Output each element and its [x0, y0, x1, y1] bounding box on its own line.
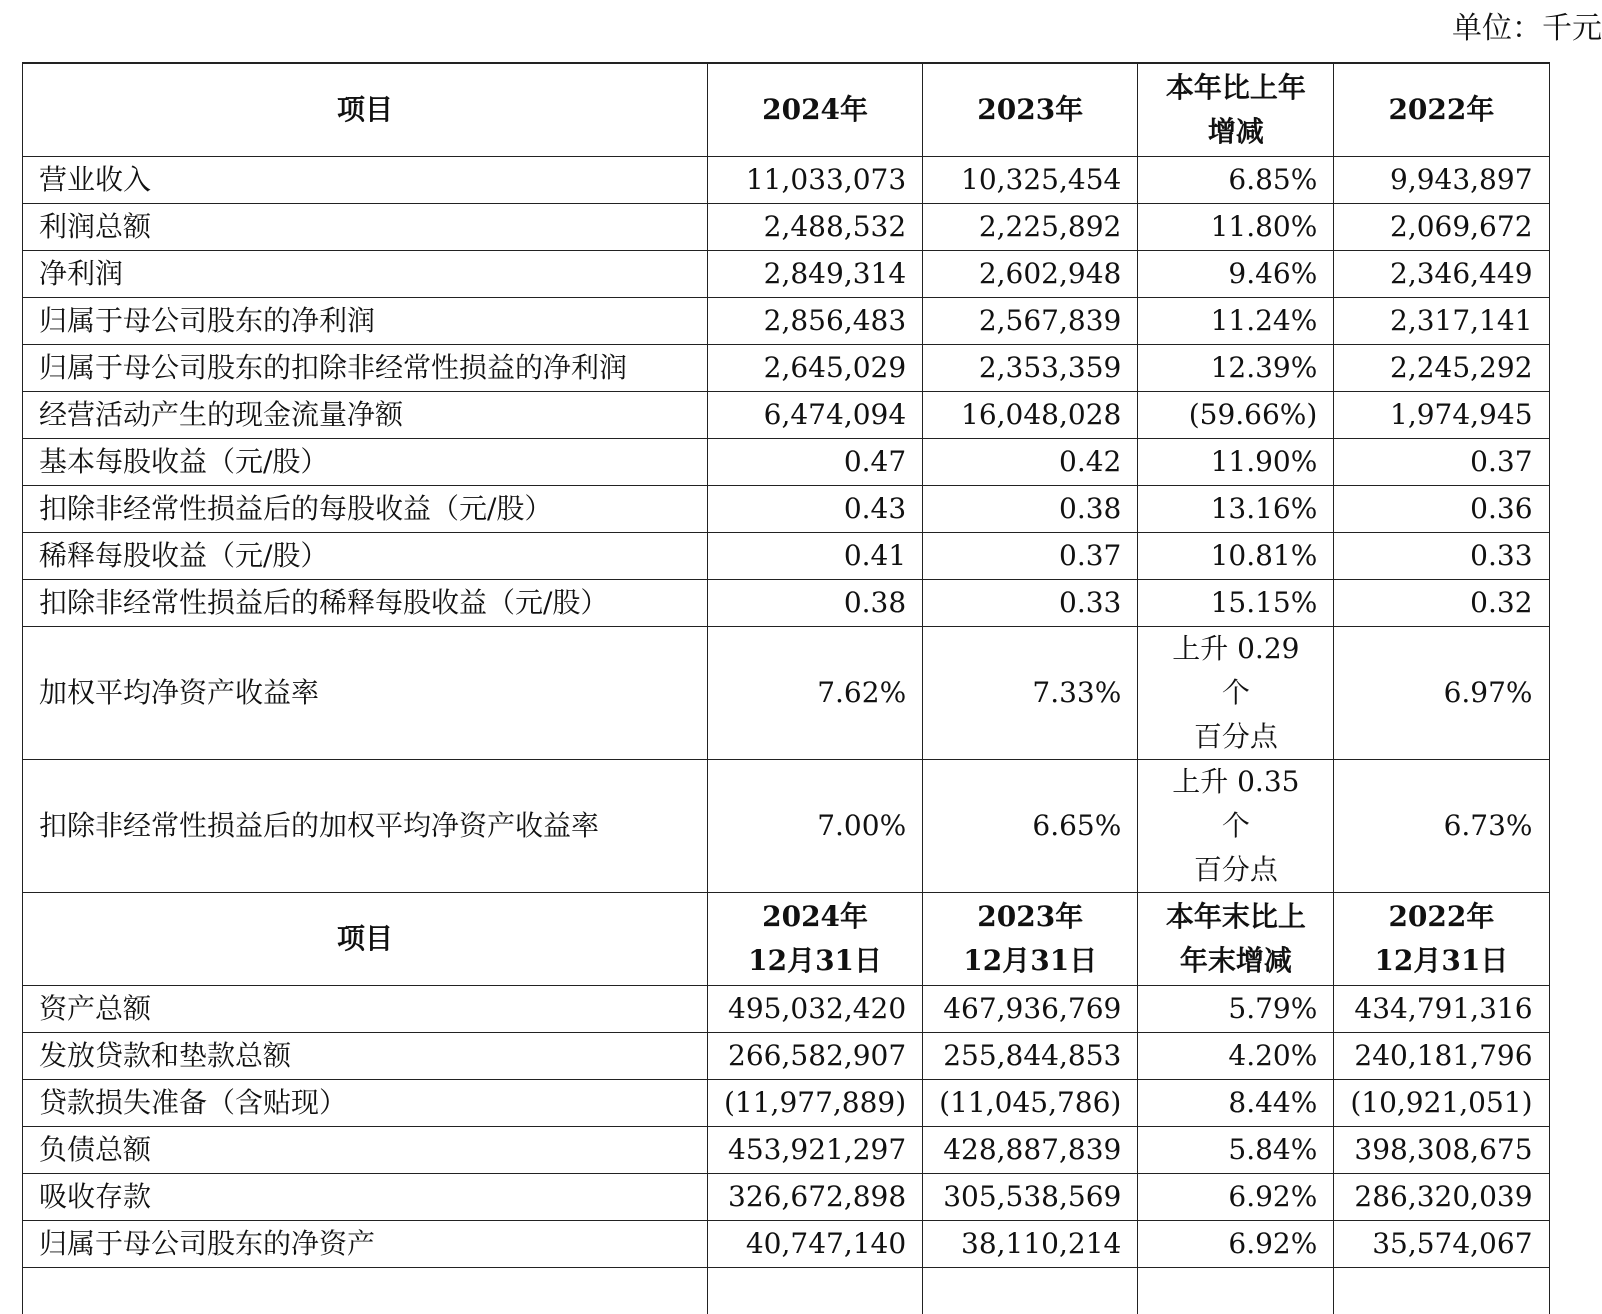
- value-2022: 2,346,449: [1334, 251, 1549, 298]
- header2-2023-line1: 2023年: [977, 900, 1083, 933]
- value-change: 11.90%: [1138, 439, 1334, 486]
- table-row: [23, 1174, 1550, 1221]
- header2-2024-line2: 12月31日: [748, 944, 882, 977]
- table-row: [23, 1221, 1550, 1268]
- row-label: 扣除非经常性损益后的加权平均净资产收益率: [23, 760, 708, 893]
- value-2024: 2,645,029: [708, 345, 923, 392]
- row-label: 基本每股收益（元/股）: [23, 439, 708, 486]
- header2-2023: [923, 893, 1138, 986]
- table-row: [23, 486, 1550, 533]
- value-2023: 305,538,569: [923, 1174, 1138, 1221]
- value-2022: 6.73%: [1334, 760, 1549, 893]
- value-2024: 0.47: [708, 439, 923, 486]
- value-2024: 2,856,483: [708, 298, 923, 345]
- value-change: 6.92%: [1138, 1221, 1334, 1268]
- value-change-line2: 百分点: [1194, 720, 1278, 753]
- header-2022: 2022年: [1334, 63, 1549, 157]
- value-change-line1: 上升 0.29 个: [1172, 632, 1299, 709]
- value-2023: 7.33%: [923, 627, 1138, 760]
- value-2023: 0.37: [923, 533, 1138, 580]
- header2-2024-line1: 2024年: [762, 900, 868, 933]
- row-label: 扣除非经常性损益后的稀释每股收益（元/股）: [23, 580, 708, 627]
- value-2024: 0.38: [708, 580, 923, 627]
- header2-2022-line1: 2022年: [1388, 900, 1494, 933]
- value-change: 6.85%: [1138, 157, 1334, 204]
- row-label: 资产总额: [23, 986, 708, 1033]
- row-label: 扣除非经常性损益后的每股收益（元/股）: [23, 486, 708, 533]
- header-change-line2: 增减: [1208, 115, 1264, 148]
- value-change: (59.66%): [1138, 392, 1334, 439]
- row-label: 吸收存款: [23, 1174, 708, 1221]
- table-row: [23, 251, 1550, 298]
- value-change: 9.46%: [1138, 251, 1334, 298]
- table-row: [23, 298, 1550, 345]
- value-2022: 240,181,796: [1334, 1033, 1549, 1080]
- value-2024: 6,474,094: [708, 392, 923, 439]
- header-change-line1: 本年比上年: [1166, 71, 1306, 104]
- unit-label: 单位：千元: [1452, 4, 1602, 54]
- cut-cell: [708, 1268, 923, 1314]
- value-2022: (10,921,051): [1334, 1080, 1549, 1127]
- value-2022: 6.97%: [1334, 627, 1549, 760]
- value-2023: 38,110,214: [923, 1221, 1138, 1268]
- cut-cell: [23, 1268, 708, 1314]
- value-2023: 6.65%: [923, 760, 1138, 893]
- value-2023: 0.38: [923, 486, 1138, 533]
- header2-2024: [708, 893, 923, 986]
- table-row: [23, 1033, 1550, 1080]
- row-label: 加权平均净资产收益率: [23, 627, 708, 760]
- value-2024: 2,849,314: [708, 251, 923, 298]
- value-2024: 495,032,420: [708, 986, 923, 1033]
- value-2022: 1,974,945: [1334, 392, 1549, 439]
- table-row: [23, 392, 1550, 439]
- value-2022: 2,069,672: [1334, 204, 1549, 251]
- value-2022: 398,308,675: [1334, 1127, 1549, 1174]
- value-2022: 35,574,067: [1334, 1221, 1549, 1268]
- row-label: 发放贷款和垫款总额: [23, 1033, 708, 1080]
- value-2022: 0.37: [1334, 439, 1549, 486]
- value-2024: 0.41: [708, 533, 923, 580]
- value-2023: 428,887,839: [923, 1127, 1138, 1174]
- row-label: 归属于母公司股东的扣除非经常性损益的净利润: [23, 345, 708, 392]
- value-change: [1138, 760, 1334, 893]
- value-2022: 286,320,039: [1334, 1174, 1549, 1221]
- row-label: 稀释每股收益（元/股）: [23, 533, 708, 580]
- header2-change-line1: 本年末比上: [1166, 900, 1306, 933]
- header2-change: [1138, 893, 1334, 986]
- value-change: 10.81%: [1138, 533, 1334, 580]
- cut-cell: [923, 1268, 1138, 1314]
- value-2023: 16,048,028: [923, 392, 1138, 439]
- header-item: 项目: [23, 63, 708, 157]
- value-2024: 0.43: [708, 486, 923, 533]
- value-2024: 326,672,898: [708, 1174, 923, 1221]
- table-row: [23, 986, 1550, 1033]
- value-2022: 9,943,897: [1334, 157, 1549, 204]
- row-label: 负债总额: [23, 1127, 708, 1174]
- value-2023: 10,325,454: [923, 157, 1138, 204]
- value-2022: 2,317,141: [1334, 298, 1549, 345]
- value-2022: 2,245,292: [1334, 345, 1549, 392]
- value-change-line2: 百分点: [1194, 853, 1278, 886]
- value-change: 12.39%: [1138, 345, 1334, 392]
- value-change: 11.80%: [1138, 204, 1334, 251]
- row-label: 经营活动产生的现金流量净额: [23, 392, 708, 439]
- header2-item: 项目: [23, 893, 708, 986]
- value-2023: 467,936,769: [923, 986, 1138, 1033]
- value-change: 15.15%: [1138, 580, 1334, 627]
- value-2022: 0.32: [1334, 580, 1549, 627]
- row-label: 净利润: [23, 251, 708, 298]
- table-row: [23, 345, 1550, 392]
- table-row: [23, 533, 1550, 580]
- table-row: [23, 439, 1550, 486]
- header2-2022-line2: 12月31日: [1374, 944, 1508, 977]
- table-row: [23, 1080, 1550, 1127]
- table-header-1: [23, 63, 1550, 157]
- value-2024: (11,977,889): [708, 1080, 923, 1127]
- header2-2023-line2: 12月31日: [963, 944, 1097, 977]
- cut-cell: [1334, 1268, 1549, 1314]
- value-change: 13.16%: [1138, 486, 1334, 533]
- value-2023: 2,225,892: [923, 204, 1138, 251]
- value-2024: 40,747,140: [708, 1221, 923, 1268]
- value-change: [1138, 627, 1334, 760]
- header-2024: 2024年: [708, 63, 923, 157]
- value-2023: 0.42: [923, 439, 1138, 486]
- cut-cell: [1138, 1268, 1334, 1314]
- value-2024: 2,488,532: [708, 204, 923, 251]
- row-label: 利润总额: [23, 204, 708, 251]
- value-2022: 0.36: [1334, 486, 1549, 533]
- table-row: [23, 1127, 1550, 1174]
- row-label: 营业收入: [23, 157, 708, 204]
- value-2023: 2,602,948: [923, 251, 1138, 298]
- table-row-cut: [23, 1268, 1550, 1314]
- value-2024: 7.62%: [708, 627, 923, 760]
- table-row: [23, 157, 1550, 204]
- table-row: [23, 627, 1550, 760]
- value-2024: 266,582,907: [708, 1033, 923, 1080]
- value-2024: 7.00%: [708, 760, 923, 893]
- value-change: 8.44%: [1138, 1080, 1334, 1127]
- value-2024: 11,033,073: [708, 157, 923, 204]
- value-change: 5.84%: [1138, 1127, 1334, 1174]
- value-change: 6.92%: [1138, 1174, 1334, 1221]
- table-row: [23, 580, 1550, 627]
- value-2023: 2,353,359: [923, 345, 1138, 392]
- value-2023: 2,567,839: [923, 298, 1138, 345]
- value-2022: 0.33: [1334, 533, 1549, 580]
- value-change-line1: 上升 0.35 个: [1172, 765, 1299, 842]
- value-change: 4.20%: [1138, 1033, 1334, 1080]
- table-row: [23, 760, 1550, 893]
- header2-change-line2: 年末增减: [1180, 944, 1292, 977]
- value-2024: 453,921,297: [708, 1127, 923, 1174]
- value-change: 11.24%: [1138, 298, 1334, 345]
- value-2022: 434,791,316: [1334, 986, 1549, 1033]
- value-2023: 0.33: [923, 580, 1138, 627]
- value-2023: (11,045,786): [923, 1080, 1138, 1127]
- table-row: [23, 204, 1550, 251]
- table-header-2: [23, 893, 1550, 986]
- header-change: [1138, 63, 1334, 157]
- value-change: 5.79%: [1138, 986, 1334, 1033]
- header-2023: 2023年: [923, 63, 1138, 157]
- header2-2022: [1334, 893, 1549, 986]
- row-label: 归属于母公司股东的净利润: [23, 298, 708, 345]
- row-label: 归属于母公司股东的净资产: [23, 1221, 708, 1268]
- financial-summary-table: [22, 62, 1550, 1314]
- row-label: 贷款损失准备（含贴现）: [23, 1080, 708, 1127]
- value-2023: 255,844,853: [923, 1033, 1138, 1080]
